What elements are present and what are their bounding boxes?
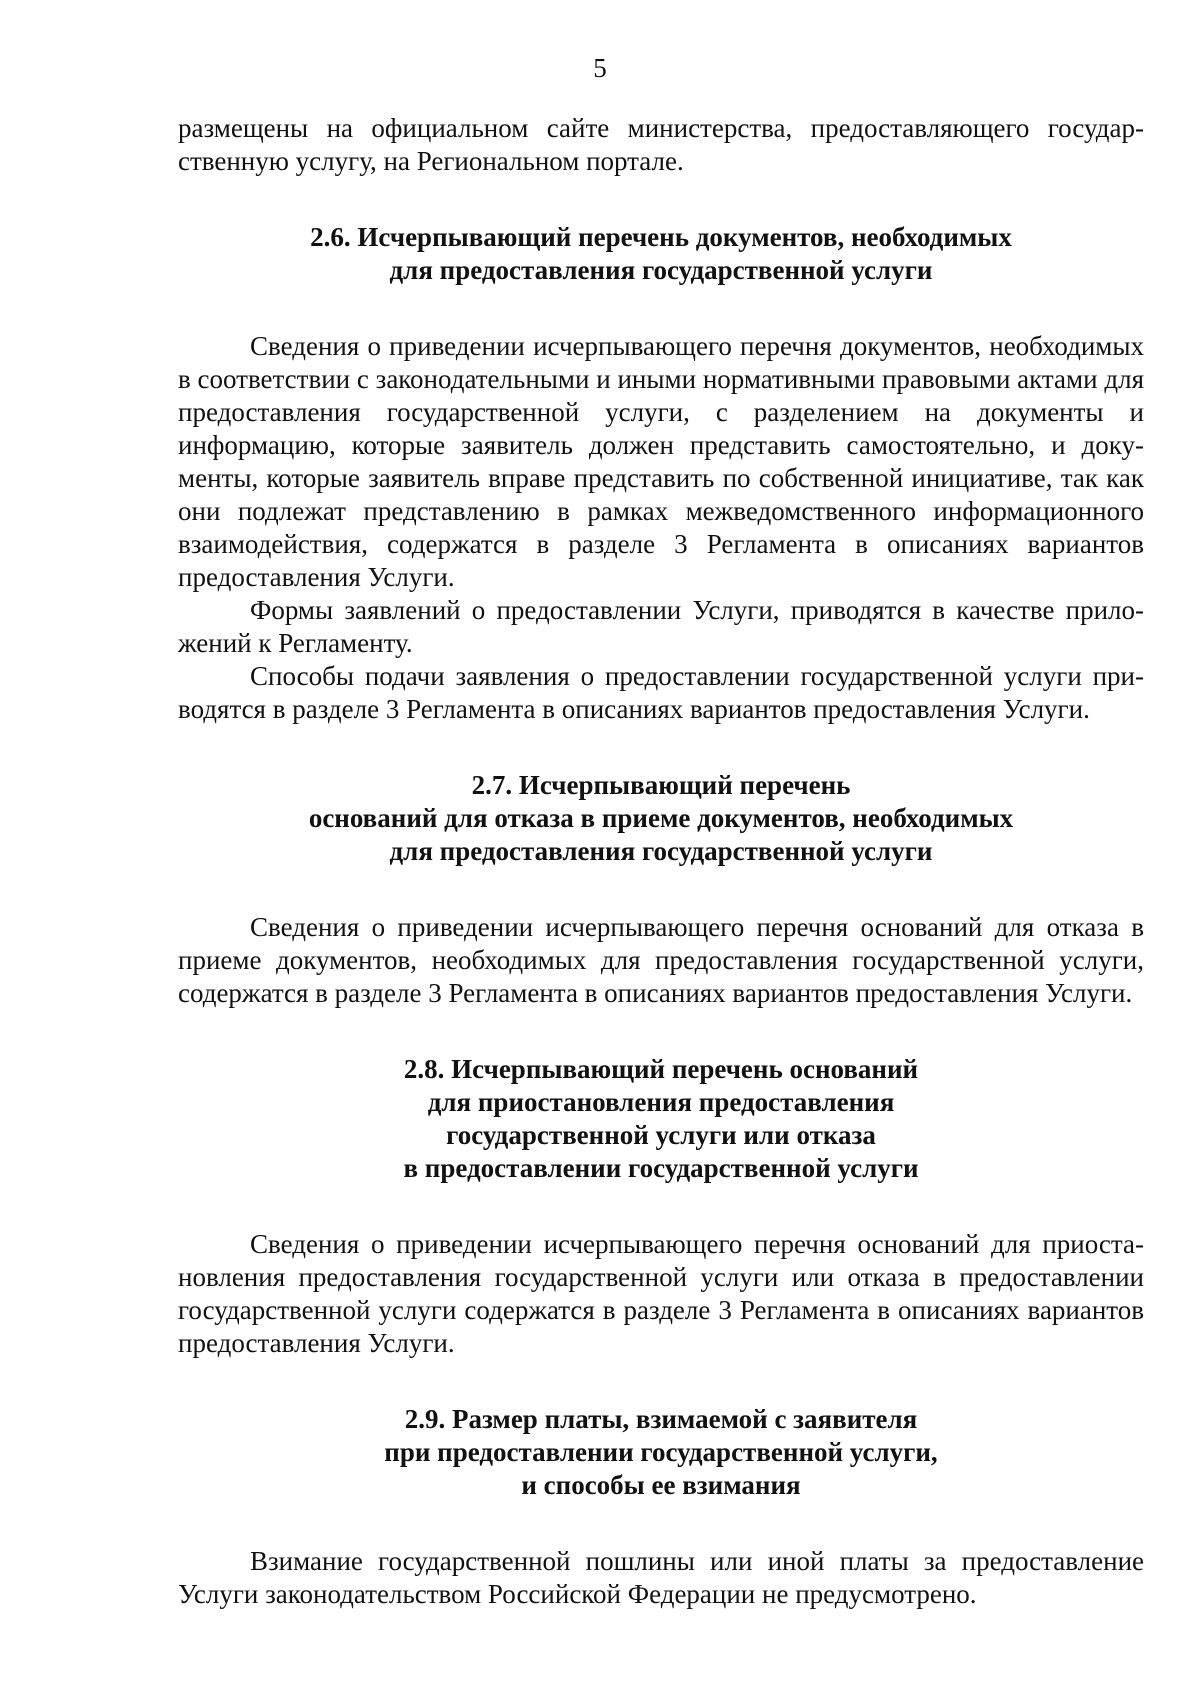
section-2-7-paragraph-1: Сведения о приведении исчерпывающего перечня оснований для отказа в приеме документов, необходимых для предоставления государственной услуги, содержатся в разделе 3 Регламента в описаниях вариантов предоставления Услуги. <box>178 912 1144 1008</box>
section-2-6-paragraph-1: Сведения о приведении исчерпывающего перечня документов, необходимых в соответствии с законодательными и иными нормативными правовыми актами для предоставления государственной услуги, с разделением на документы и информацию, которые заявитель должен представить самостоятельно, и документы, которые заявитель вправе представить по собственной инициативе, так как они подлежат представлению в рамках межведомственного информационного взаимодействия, содержатся в разделе 3 Регламента в описаниях вариантов предоставления Услуги. <box>178 331 1144 592</box>
heading-line: при предоставлении государственной услуги, <box>384 1437 938 1467</box>
section-2-9-paragraph-1: Взимание государственной пошлины или иной платы за предоставление Услуги законодательством Российской Федерации не предусмотрено. <box>178 1546 1144 1609</box>
heading-line: 2.6. Исчерпывающий перечень документов, необходимых <box>310 222 1012 252</box>
section-2-8-paragraph-1: Сведения о приведении исчерпывающего перечня оснований для приостановления предоставления государственной услуги или отказа в предоставлении государственной услуги содержатся в разделе 3 Регламента в описаниях вариантов предоставления Услуги. <box>178 1229 1144 1358</box>
section-heading-2-8 <box>178 1053 1144 1185</box>
intro-paragraph: размещены на официальном сайте министерства, предоставляющего государственную услугу, на Региональном портале. <box>178 113 1144 176</box>
section-heading-2-9 <box>178 1403 1144 1502</box>
heading-line: оснований для отказа в приеме документов, необходимых <box>308 803 1014 833</box>
section-heading-2-7 <box>178 769 1144 868</box>
document-body <box>178 112 1144 1611</box>
heading-line: для предоставления государственной услуги <box>389 255 933 285</box>
heading-line: 2.7. Исчерпывающий перечень <box>471 770 851 800</box>
heading-line: для предоставления государственной услуги <box>389 836 933 866</box>
heading-line: 2.9. Размер платы, взимаемой с заявителя <box>404 1404 918 1434</box>
section-2-6-paragraph-2: Формы заявлений о предоставлении Услуги, приводятся в качестве приложений к Регламенту. <box>178 595 1144 658</box>
page-number: 5 <box>593 53 607 83</box>
heading-line: 2.8. Исчерпывающий перечень оснований <box>403 1054 919 1084</box>
heading-line: в предоставлении государственной услуги <box>403 1153 919 1183</box>
heading-line: для приостановления предоставления <box>427 1087 895 1117</box>
heading-line: государственной услуги или отказа <box>446 1120 876 1150</box>
section-heading-2-6 <box>178 221 1144 287</box>
heading-line: и способы ее взимания <box>521 1470 801 1500</box>
section-2-6-paragraph-3: Способы подачи заявления о предоставлении государственной услуги приводятся в разделе 3 Регламента в описаниях вариантов предоставления Услуги. <box>178 661 1144 724</box>
